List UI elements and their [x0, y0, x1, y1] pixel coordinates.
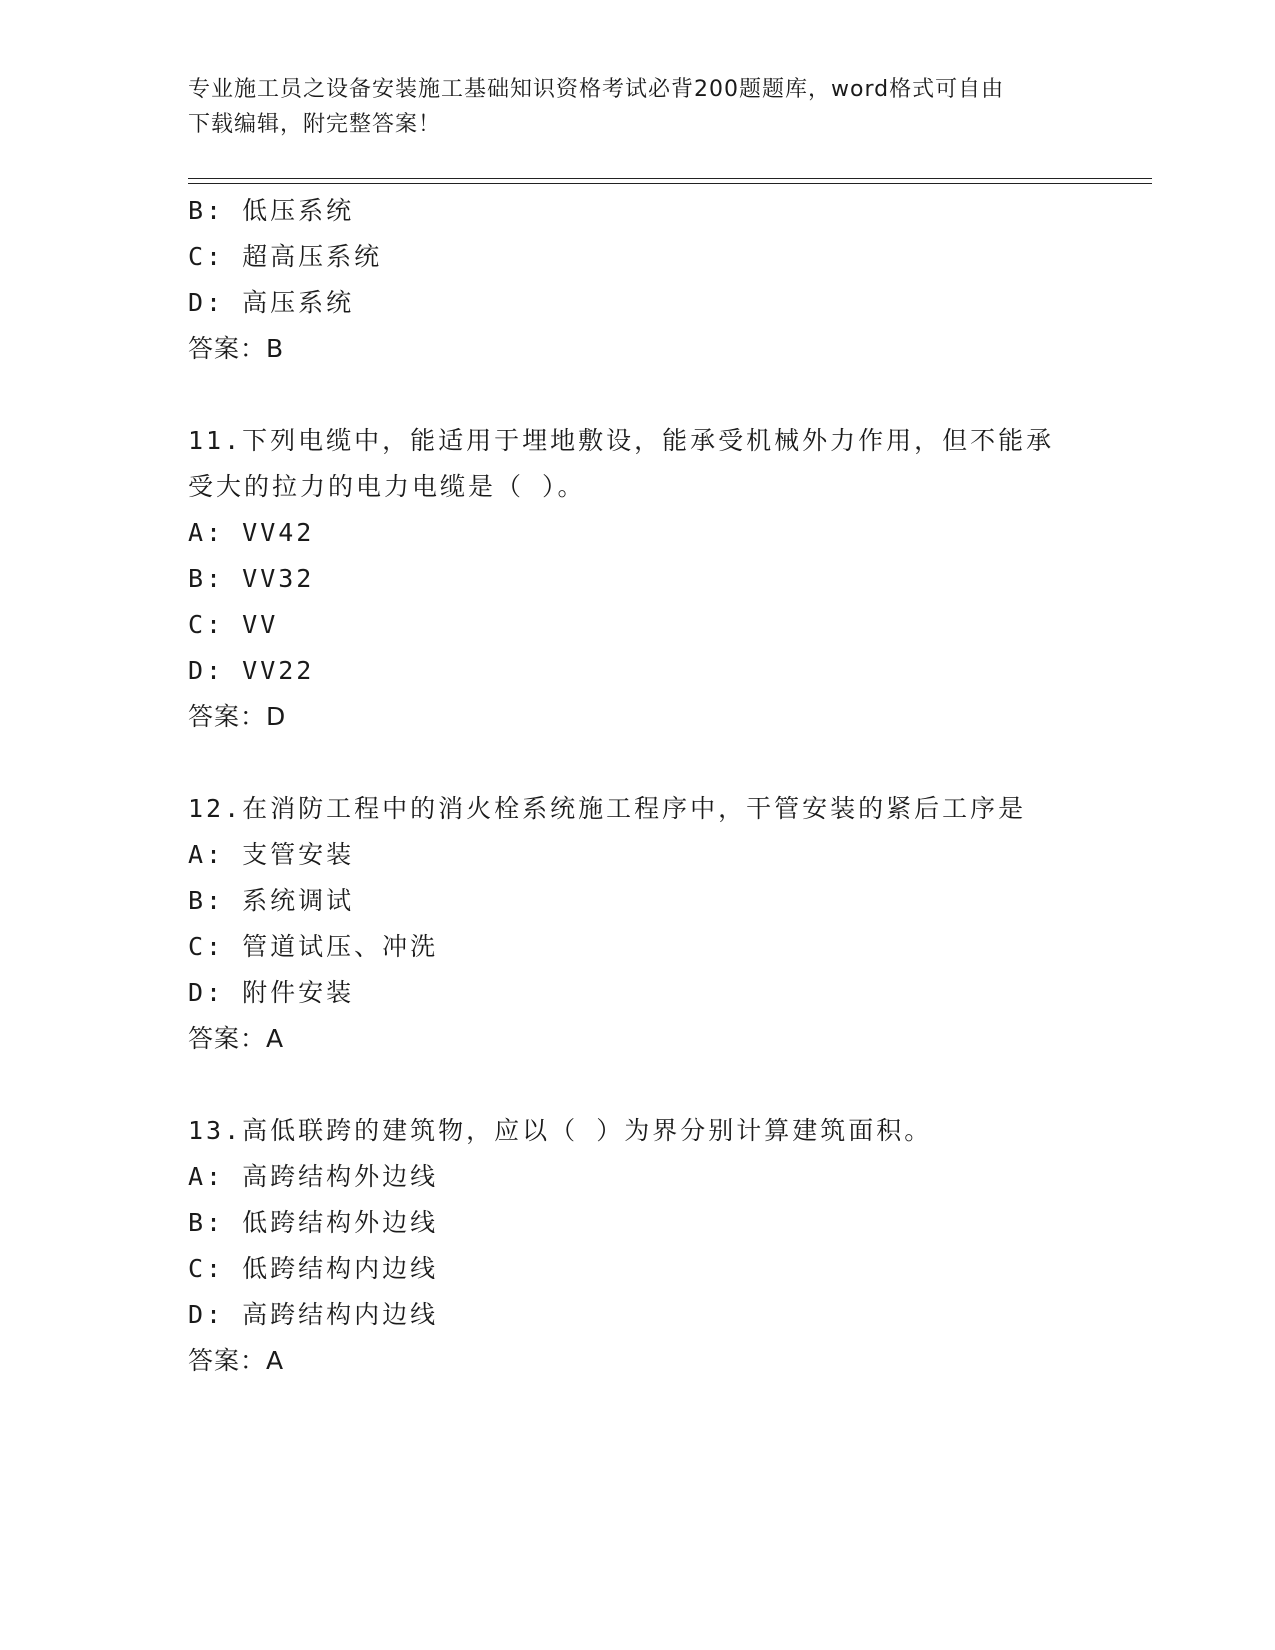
- option-c: C: 低跨结构内边线: [188, 1254, 439, 1283]
- question-text: 13.高低联跨的建筑物，应以（ ）为界分别计算建筑面积。: [188, 1116, 933, 1145]
- spacer: [188, 1062, 1118, 1108]
- option-d: D: VV22: [188, 656, 315, 685]
- question-block-10: [188, 188, 1118, 372]
- option-b: B: 系统调试: [188, 886, 355, 915]
- question-text: 11.下列电缆中，能适用于埋地敷设，能承受机械外力作用，但不能承: [188, 426, 1055, 455]
- document-header: [188, 72, 1068, 142]
- spacer: [188, 740, 1118, 786]
- question-block-13: [188, 1108, 1118, 1384]
- question-block-11: [188, 418, 1118, 740]
- option-c: C: VV: [188, 610, 279, 639]
- question-text: 12.在消防工程中的消火栓系统施工程序中，干管安装的紧后工序是: [188, 794, 1027, 823]
- option-d: D: 高压系统: [188, 288, 355, 317]
- header-line-1: 专业施工员之设备安装施工基础知识资格考试必背200题题库，word格式可自由: [188, 77, 1005, 102]
- header-line-2: 下载编辑，附完整答案！: [188, 112, 442, 137]
- option-a: A: 支管安装: [188, 840, 355, 869]
- option-b: B: 低跨结构外边线: [188, 1208, 439, 1237]
- header-rule-top: [188, 178, 1152, 179]
- question-list: [188, 188, 1118, 1384]
- option-c: C: 超高压系统: [188, 242, 383, 271]
- option-b: B: VV32: [188, 564, 315, 593]
- question-text-cont: 受大的拉力的电力电缆是（ ）。: [188, 472, 586, 501]
- header-rule-bottom: [188, 183, 1152, 184]
- answer-label: 答案：D: [188, 702, 287, 731]
- option-d: D: 附件安装: [188, 978, 355, 1007]
- option-b: B: 低压系统: [188, 196, 355, 225]
- option-a: A: 高跨结构外边线: [188, 1162, 439, 1191]
- answer-label: 答案：B: [188, 334, 285, 363]
- option-a: A: VV42: [188, 518, 315, 547]
- answer-label: 答案：A: [188, 1024, 285, 1053]
- answer-label: 答案：A: [188, 1346, 285, 1375]
- question-block-12: [188, 786, 1118, 1062]
- spacer: [188, 372, 1118, 418]
- option-c: C: 管道试压、冲洗: [188, 932, 439, 961]
- option-d: D: 高跨结构内边线: [188, 1300, 439, 1329]
